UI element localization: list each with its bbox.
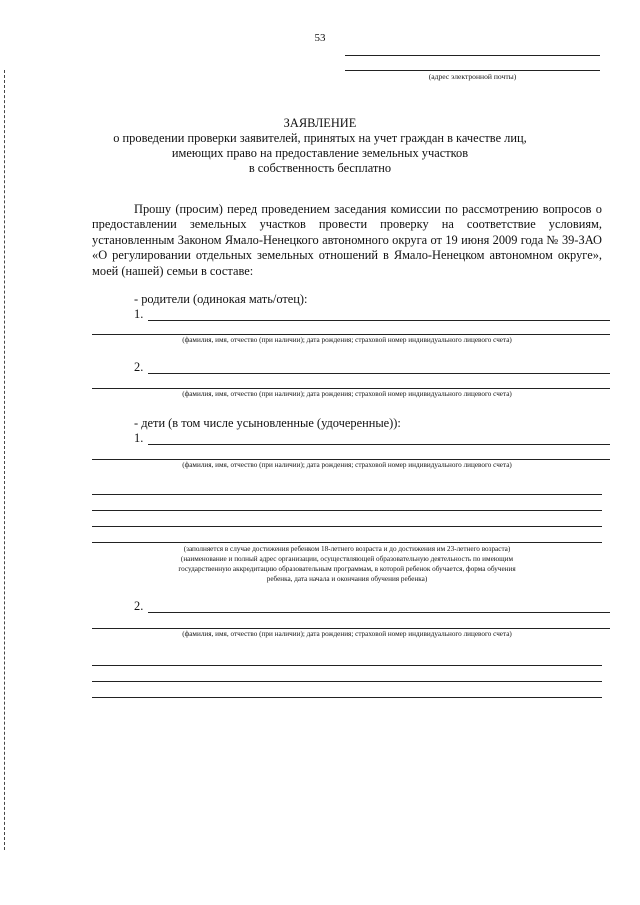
parent-2-number: 2. [134, 360, 144, 374]
document-subtitle-line-3: в собственность бесплатно [248, 161, 392, 175]
email-line-2[interactable] [345, 70, 600, 71]
study-caption-2: (наименование и полный адрес организации, осуществляющей образовательную деятельность по имеющим [180, 555, 514, 563]
parents-label: - родители (одинокая мать/отец): [134, 292, 308, 306]
email-caption: (адрес электронной почты) [428, 72, 517, 81]
children-label: - дети (в том числе усыновленные (удочеренные)): [134, 416, 401, 430]
document-subtitle-line-2: имеющих право на предоставление земельных участков [171, 146, 469, 160]
child-1-study-line-1[interactable] [92, 494, 602, 495]
parent-1-field[interactable] [148, 320, 610, 321]
parent-2-field[interactable] [148, 373, 610, 374]
body-paragraph [92, 202, 602, 279]
child-2-study-line-3[interactable] [92, 697, 602, 698]
study-caption-3: государственную аккредитацию образовательным программам, в которой ребенок обучается, форма обучения [178, 565, 516, 573]
child-2-study-line-1[interactable] [92, 665, 602, 666]
study-caption-1: (заполняется в случае достижения ребенком 18-летнего возраста и до достижения им 23-летнего возраста) [183, 545, 511, 553]
child-2-field[interactable] [148, 612, 610, 613]
scan-edge-mark [4, 70, 5, 850]
parent-2-caption: (фамилия, имя, отчество (при наличии); дата рождения; страховой номер индивидуального лицевого счета) [182, 390, 512, 398]
parent-1-caption: (фамилия, имя, отчество (при наличии); дата рождения; страховой номер индивидуального лицевого счета) [182, 336, 512, 344]
page-number: 53 [314, 32, 326, 44]
email-line-1[interactable] [345, 55, 600, 56]
parent-1-number: 1. [134, 307, 144, 321]
study-caption-4: ребенка, дата начала и окончания обучения ребенка) [266, 575, 428, 583]
child-2-study-line-2[interactable] [92, 681, 602, 682]
child-1-field-continued[interactable] [92, 459, 610, 460]
body-paragraph-text: Прошу (просим) перед проведением заседания комиссии по рассмотрению вопросов о предоставлении земельных участков провести проверку на соответствие условиям, установленным Законом Ямало-Ненецкого автономного округа от 19 июня 2009 года № 39-ЗАО «О регулировании отдельных земельных отношений в Ямало-Ненецком автономном округе», моей (нашей) семьи в составе: [92, 202, 602, 278]
child-2-caption: (фамилия, имя, отчество (при наличии); дата рождения; страховой номер индивидуального лицевого счета) [182, 630, 512, 638]
child-1-study-line-3[interactable] [92, 526, 602, 527]
child-1-caption: (фамилия, имя, отчество (при наличии); дата рождения; страховой номер индивидуального лицевого счета) [182, 461, 512, 469]
parent-1-field-continued[interactable] [92, 334, 610, 335]
child-2-number: 2. [134, 599, 144, 613]
child-1-study-line-4[interactable] [92, 542, 602, 543]
document-title: ЗАЯВЛЕНИЕ [283, 116, 357, 130]
child-1-field[interactable] [148, 444, 610, 445]
child-1-study-line-2[interactable] [92, 510, 602, 511]
document-subtitle-line-1: о проведении проверки заявителей, принятых на учет граждан в качестве лиц, [113, 131, 527, 145]
child-1-number: 1. [134, 431, 144, 445]
parent-2-field-continued[interactable] [92, 388, 610, 389]
child-2-field-continued[interactable] [92, 628, 610, 629]
